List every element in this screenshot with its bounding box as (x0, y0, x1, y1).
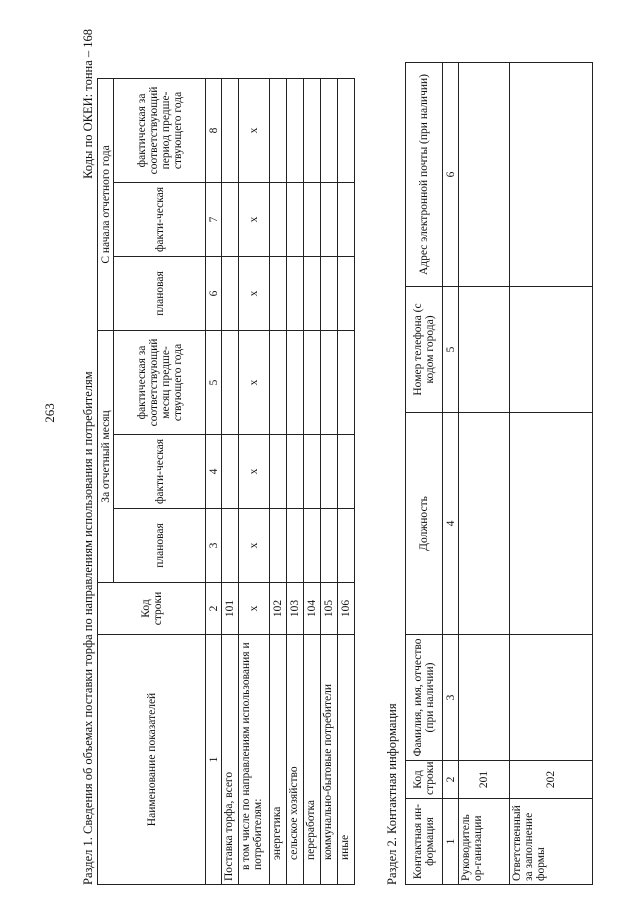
cell (270, 509, 287, 583)
row-name: Поставка торфа, всего (222, 635, 239, 885)
cell (270, 78, 287, 182)
cell (270, 256, 287, 330)
table-row (338, 78, 355, 884)
page-number: 263 (42, 403, 57, 423)
row-code: 106 (338, 583, 355, 635)
header-month: За отчетный месяц (98, 330, 114, 582)
row-name: переработка (304, 635, 321, 885)
col-number: 6 (206, 256, 222, 330)
table-row (270, 78, 287, 884)
row-code: 201 (459, 761, 510, 799)
cell (222, 256, 239, 330)
rotated-form-sheet (75, 25, 555, 885)
cell (304, 78, 321, 182)
table-row (510, 63, 593, 885)
cell: х (239, 509, 270, 583)
cell (270, 330, 287, 434)
header-code: Код строки (98, 583, 206, 635)
header-position: Должность (406, 413, 443, 635)
row-code: 101 (222, 583, 239, 635)
cell (287, 182, 304, 256)
cell (321, 435, 338, 509)
cell (287, 435, 304, 509)
cell (222, 330, 239, 434)
cell (459, 287, 510, 413)
cell (287, 78, 304, 182)
cell: х (239, 256, 270, 330)
cell (287, 509, 304, 583)
header-month-prev: фактическая за соответствующий месяц предше-ствующего года (114, 330, 206, 434)
cell (510, 287, 593, 413)
cell (510, 413, 593, 635)
cell (304, 435, 321, 509)
cell: х (239, 330, 270, 434)
col-number: 5 (443, 287, 459, 413)
cell (338, 330, 355, 434)
section2-table (405, 62, 593, 885)
col-number: 3 (206, 509, 222, 583)
row-name: коммунально-бытовые потребители (321, 635, 338, 885)
cell (304, 509, 321, 583)
header-fio: Фамилия, имя, отчество (при наличии) (406, 635, 443, 761)
row-code: 105 (321, 583, 338, 635)
cell (304, 182, 321, 256)
header-code: Код строки (406, 761, 443, 799)
cell: х (239, 182, 270, 256)
table-row (287, 78, 304, 884)
row-code: 103 (287, 583, 304, 635)
cell (510, 63, 593, 287)
header-year-planned: плановая (114, 256, 206, 330)
col-number: 5 (206, 330, 222, 434)
table-row (321, 78, 338, 884)
row-code: х (239, 583, 270, 635)
cell (270, 435, 287, 509)
row-code: 104 (304, 583, 321, 635)
cell (321, 509, 338, 583)
row-name: иные (338, 635, 355, 885)
cell (287, 330, 304, 434)
cell (321, 78, 338, 182)
cell (270, 182, 287, 256)
header-year: С начала отчетного года (98, 78, 114, 330)
okei-codes: Коды по ОКЕИ: тонна – 168 (81, 29, 95, 179)
row-name: энергетика (270, 635, 287, 885)
col-number: 1 (443, 799, 459, 885)
row-info: Ответственный за заполнение формы (510, 799, 593, 885)
col-number: 1 (206, 635, 222, 885)
col-number: 4 (443, 413, 459, 635)
row-name: в том числе по направлениям использования и потребителям: (239, 635, 270, 885)
table-row (222, 78, 239, 884)
table-row (239, 78, 270, 884)
cell (321, 256, 338, 330)
cell (338, 182, 355, 256)
section1-title: Раздел 1. Сведения об объемах поставки торфа по направлениям использования и потребителям (81, 371, 95, 885)
col-number: 7 (206, 182, 222, 256)
cell (459, 635, 510, 761)
col-number: 6 (443, 63, 459, 287)
header-name: Наименование показателей (98, 635, 206, 885)
cell (459, 63, 510, 287)
cell (222, 78, 239, 182)
row-code: 102 (270, 583, 287, 635)
cell (304, 330, 321, 434)
cell (338, 435, 355, 509)
cell (222, 182, 239, 256)
header-year-actual: факти-ческая (114, 182, 206, 256)
header-phone: Номер телефона (с кодом города) (406, 287, 443, 413)
col-number: 2 (206, 583, 222, 635)
cell (222, 509, 239, 583)
cell (287, 256, 304, 330)
col-number: 2 (443, 761, 459, 799)
cell: х (239, 78, 270, 182)
cell (338, 509, 355, 583)
col-number: 3 (443, 635, 459, 761)
cell (222, 435, 239, 509)
header-year-prev: фактическая за соответствующий период предше-ствующего года (114, 78, 206, 182)
cell (510, 635, 593, 761)
header-email: Адрес электронной почты (при наличии) (406, 63, 443, 287)
cell (304, 256, 321, 330)
section1-table (97, 78, 355, 885)
cell: х (239, 435, 270, 509)
header-info: Контактная ин-формация (406, 799, 443, 885)
row-info: Руководитель ор-ганизации (459, 799, 510, 885)
row-code: 202 (510, 761, 593, 799)
cell (338, 78, 355, 182)
col-number: 8 (206, 78, 222, 182)
cell (459, 413, 510, 635)
cell (321, 330, 338, 434)
row-name: сельское хозяйство (287, 635, 304, 885)
header-month-planned: плановая (114, 509, 206, 583)
cell (321, 182, 338, 256)
table-row (304, 78, 321, 884)
section2-title: Раздел 2. Контактная информация (385, 703, 399, 885)
table-row (459, 63, 510, 885)
header-month-actual: факти-ческая (114, 435, 206, 509)
col-number: 4 (206, 435, 222, 509)
cell (338, 256, 355, 330)
